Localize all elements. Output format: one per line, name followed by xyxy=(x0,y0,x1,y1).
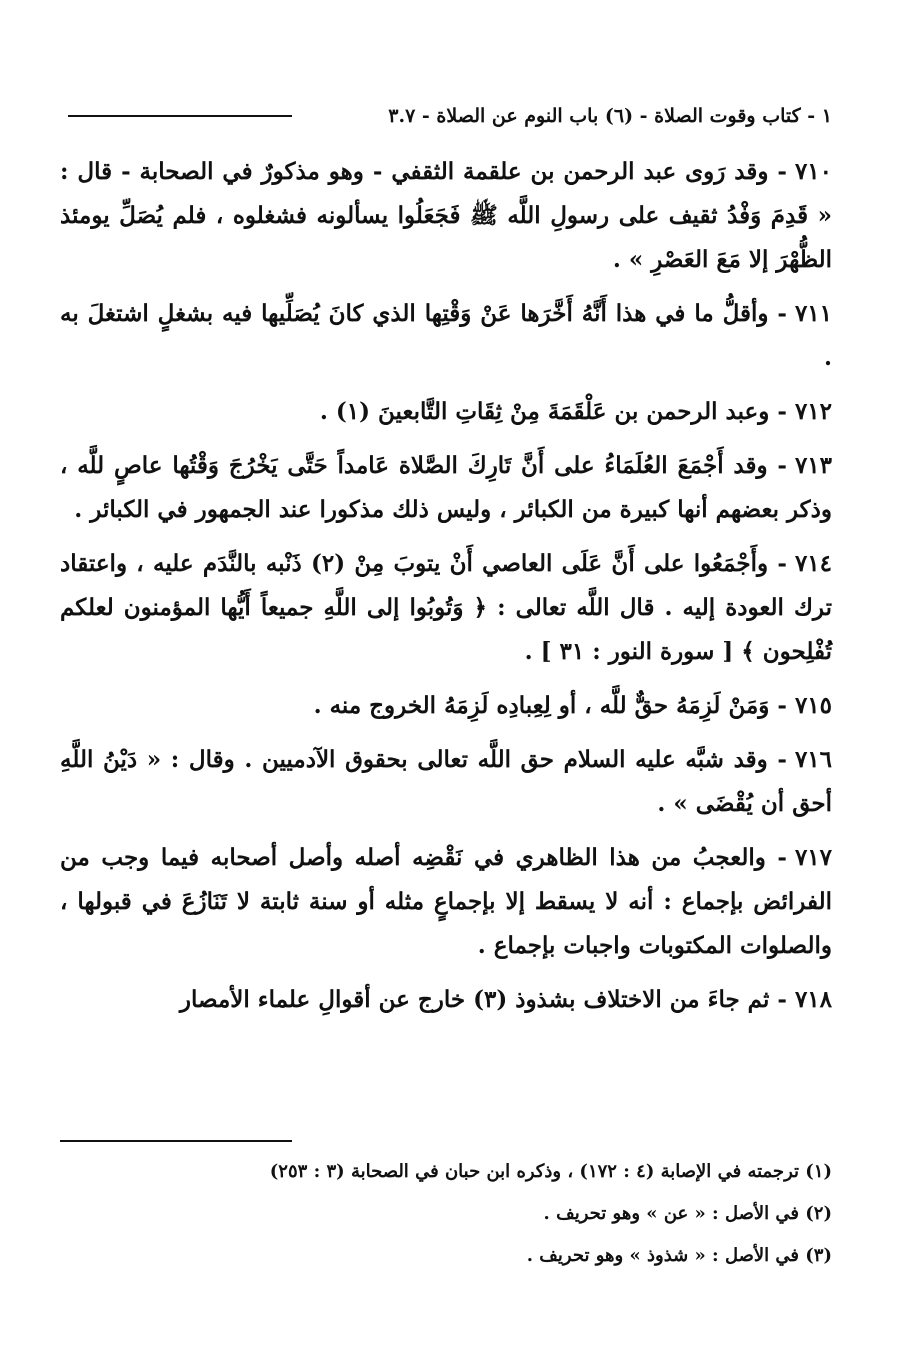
paragraph xyxy=(60,542,832,674)
paragraph xyxy=(60,444,832,532)
paragraph xyxy=(60,738,832,826)
book-page xyxy=(60,0,832,1358)
paragraph-text: - وأقلُّ ما في هذا أَنَّهُ أَخَّرَها عَنْ وَقْتِها الذي كانَ يُصَلِّيها فيه بشغلٍ اشتغلَ به . xyxy=(60,300,832,371)
paragraph-text: - وعبد الرحمن بن عَلْقَمَةَ مِنْ ثِقَاتِ التَّابعينَ (١) . xyxy=(319,398,787,425)
paragraph xyxy=(60,292,832,380)
paragraph-number: ٧١٢ xyxy=(794,398,832,425)
running-title: ١ - كتاب وقوت الصلاة - (٦) باب النوم عن الصلاة - ٣.٧ xyxy=(388,105,832,127)
footnotes xyxy=(60,1158,832,1284)
paragraph-number: ٧١٠ xyxy=(794,158,832,185)
paragraph-number: ٧١٦ xyxy=(794,746,832,773)
paragraph-text: - وقد رَوى عبد الرحمن بن علقمة الثقفي - وهو مذكورٌ في الصحابة - قال : « قَدِمَ وَفْدُ ثقيف على رسولِ اللَّه ﷺ فَجَعَلُوا يسألونه فشغلوه ، فلم يُصَلِّ يومئذ الظُّهْرَ إلا مَعَ العَصْرِ » . xyxy=(60,158,832,273)
paragraph xyxy=(60,836,832,968)
paragraph-text: - وقد شبَّه عليه السلام حق اللَّه تعالى بحقوق الآدميين . وقال : « دَيْنُ اللَّهِ أحق أن يُقْضَى » . xyxy=(60,746,832,817)
paragraph-text: - ثم جاءَ من الاختلاف بشذوذ (٣) خارج عن أقوالِ علماء الأمصار xyxy=(179,986,787,1013)
paragraph-text: - وقد أَجْمَعَ العُلَمَاءُ على أَنَّ تَارِكَ الصَّلاة عَامداً حَتَّى يَخْرُجَ وَقْتُها عاصٍ للَّه ، وذكر بعضهم أنها كبيرة من الكبائر ، وليس ذلك مذكورا عند الجمهور في الكبائر . xyxy=(60,452,832,523)
paragraph-number: ٧١٨ xyxy=(794,986,832,1013)
paragraph-number: ٧١٥ xyxy=(794,692,832,719)
paragraph-number: ٧١٤ xyxy=(794,550,833,577)
footnote-rule xyxy=(60,1140,292,1142)
footnote: (٢) في الأصل : « عن » وهو تحريف . xyxy=(543,1203,832,1224)
main-text xyxy=(60,150,832,1032)
header-rule xyxy=(68,115,292,117)
paragraph xyxy=(60,390,832,434)
paragraph xyxy=(60,684,832,728)
paragraph-text: - وَمَنْ لَزِمَهُ حقٌّ للَّه ، أو لِعِبادِه لَزِمَهُ الخروج منه . xyxy=(313,692,787,719)
paragraph-number: ٧١٧ xyxy=(794,844,832,871)
paragraph-text: - والعجبُ من هذا الظاهري في نَقْضِه أصله وأصل أصحابه فيما وجب من الفرائض بإجماع : أنه لا يسقط إلا بإجماعٍ مثله أو سنة ثابتة لا تَنَازُعَ في قبولها ، والصلوات المكتوبات واجبات بإجماع . xyxy=(60,844,832,959)
footnote: (١) ترجمته في الإصابة (٤ : ١٧٢) ، وذكره ابن حبان في الصحابة (٣ : ٢٥٣) xyxy=(269,1161,832,1182)
paragraph-text: - وأَجْمَعُوا على أَنَّ عَلَى العاصي أَنْ يتوبَ مِنْ (٢) ذَنْبه بالنَّدَم عليه ، واعتقاد ترك العودة إليه . قال اللَّه تعالى : ﴿ وَتُوبُوا إلى اللَّهِ جميعاً أَيُّها المؤمنون لعلكم تُفْلِحون ﴾ [ سورة النور : ٣١ ] . xyxy=(60,550,832,665)
paragraph xyxy=(60,150,832,282)
paragraph-number: ٧١١ xyxy=(794,300,832,327)
running-header xyxy=(60,98,832,134)
footnote: (٣) في الأصل : « شذوذ » وهو تحريف . xyxy=(526,1245,832,1266)
paragraph xyxy=(60,978,832,1022)
paragraph-number: ٧١٣ xyxy=(794,452,832,479)
